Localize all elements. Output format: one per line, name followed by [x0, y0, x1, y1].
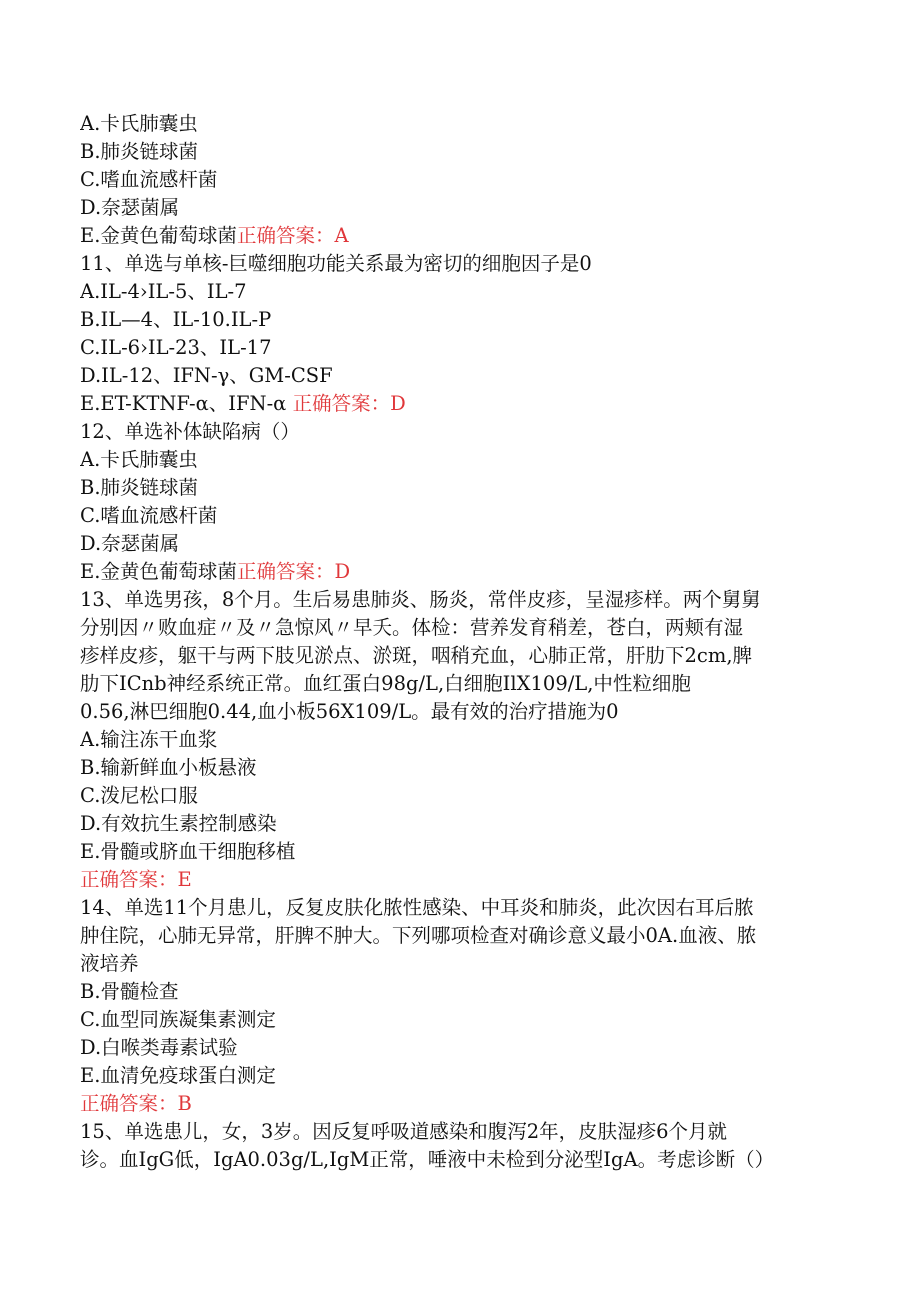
correct-answer: 正确答案：D — [292, 392, 406, 415]
option-b: B.肺炎链球菌 — [80, 476, 199, 499]
option-d: D.白喉类毒素试验 — [80, 1036, 238, 1059]
question-stem-line: 液培养 — [80, 952, 139, 975]
document-page — [80, 110, 840, 1174]
option-a: A.卡氏肺囊虫 — [80, 112, 198, 135]
option-e: E.金黄色葡萄球菌 — [80, 560, 237, 583]
correct-answer: 正确答案：D — [236, 560, 351, 583]
option-d: D.有效抗生素控制感染 — [80, 812, 277, 835]
question-stem-line: 13、单选男孩，8个月。生后易患肺炎、肠炎，常伴皮疹，呈湿疹样。两个舅舅 — [80, 588, 761, 611]
option-b: B.输新鲜血小板悬液 — [80, 756, 257, 779]
correct-answer: 正确答案：E — [80, 868, 192, 891]
option-a: A.输注冻干血浆 — [80, 728, 218, 751]
option-a: A.IL-4›IL-5、IL-7 — [80, 280, 247, 303]
option-e: E.金黄色葡萄球菌 — [80, 224, 237, 247]
correct-answer: 正确答案：B — [80, 1092, 192, 1115]
option-c: C.泼尼松口服 — [80, 784, 198, 807]
question-stem-line: 肿住院，心肺无异常，肝脾不肿大。下列哪项检查对确诊意义最小0A.血液、脓 — [80, 924, 757, 947]
option-b: B.骨髓检查 — [80, 980, 179, 1003]
option-c: C.嗜血流感杆菌 — [80, 168, 218, 191]
option-c: C.嗜血流感杆菌 — [80, 504, 218, 527]
option-b: B.肺炎链球菌 — [80, 140, 199, 163]
option-d: D.奈瑟菌属 — [80, 196, 180, 219]
option-d: D.奈瑟菌属 — [80, 532, 180, 555]
question-stem-line: 分别因〃败血症〃及〃急惊风〃早夭。体检：营养发育稍差，苍白，两颊有湿 — [80, 616, 744, 639]
question-stem-line: 15、单选患儿，女，3岁。因反复呼吸道感染和腹泻2年，皮肤湿疹6个月就 — [80, 1120, 728, 1143]
option-b: B.IL—4、IL-10.IL-P — [80, 308, 272, 331]
question-stem: 12、单选补体缺陷病（） — [80, 420, 300, 443]
question-stem-line: 14、单选11个月患儿，反复皮肤化脓性感染、中耳炎和肺炎，此次因右耳后脓 — [80, 896, 754, 919]
question-stem-line: 疹样皮疹，躯干与两下肢见淤点、淤斑，咽稍充血，心肺正常，肝肋下2cm,脾 — [80, 644, 753, 667]
option-e-with-answer — [80, 390, 840, 418]
option-e: E.血清免疫球蛋白测定 — [80, 1064, 276, 1087]
question-stem-line: 诊。血IgG低，IgA0.03g/L,IgM正常，唾液中未检到分泌型IgA。考虑诊断（） — [80, 1148, 775, 1171]
option-e-with-answer — [80, 558, 840, 586]
option-e: E.骨髓或脐血干细胞移植 — [80, 840, 296, 863]
option-a: A.卡氏肺囊虫 — [80, 448, 198, 471]
correct-answer: 正确答案：A — [236, 224, 349, 247]
question-stem-line: 肋下ICnb神经系统正常。血红蛋白98g/L,白细胞IlX109/L,中性粒细胞 — [80, 672, 691, 695]
question-stem: 11、单选与单核-巨噬细胞功能关系最为密切的细胞因子是0 — [80, 252, 592, 275]
option-c: C.血型同族凝集素测定 — [80, 1008, 276, 1031]
option-e: E.ET-KTNF-α、IFN-α — [80, 392, 287, 415]
option-d: D.IL-12、IFN-γ、GM-CSF — [80, 364, 333, 387]
question-stem-line: 0.56,淋巴细胞0.44,血小板56X109/L。最有效的治疗措施为0 — [80, 700, 619, 723]
option-c: C.IL-6›IL-23、IL-17 — [80, 336, 272, 359]
option-e-with-answer — [80, 222, 840, 250]
